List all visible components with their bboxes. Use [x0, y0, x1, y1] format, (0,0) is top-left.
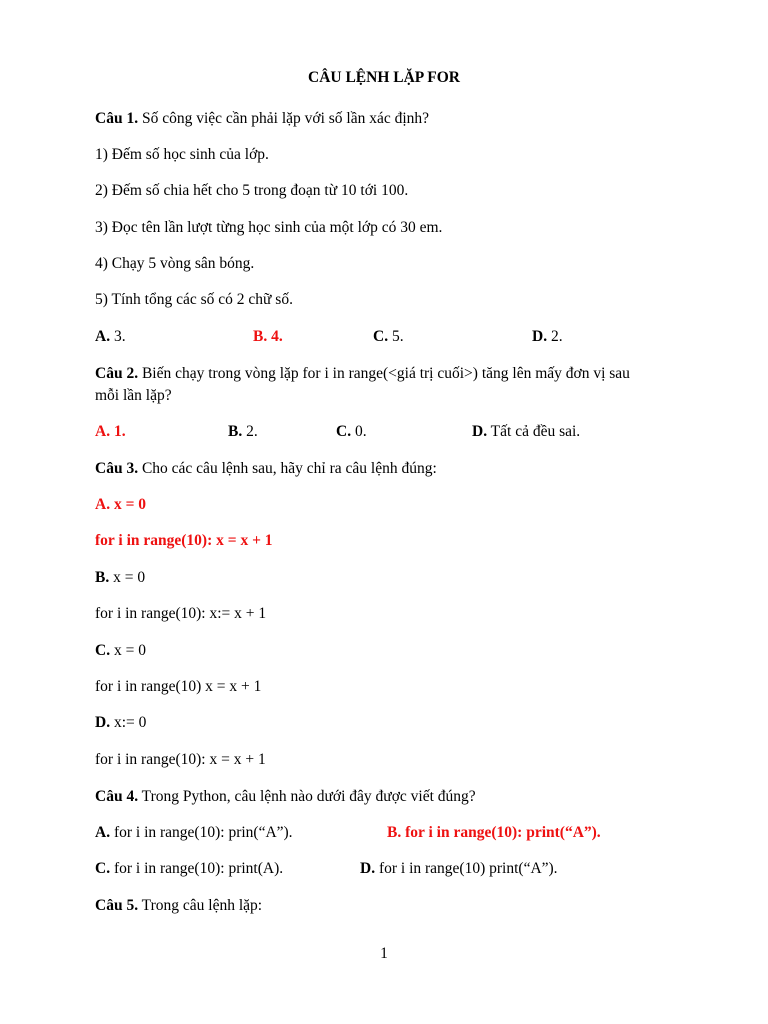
question-1: [95, 109, 429, 129]
question-3-option-b-line-1: [95, 568, 145, 588]
question-3-option-c-line-2: for i in range(10) x = x + 1: [95, 678, 262, 695]
option-letter: C.: [373, 328, 389, 345]
option-letter-correct: A. 1.: [95, 423, 126, 440]
question-2-text: Biến chạy trong vòng lặp for i in range(<giá trị cuối>) tăng lên mấy đơn vị sau: [138, 365, 630, 382]
question-1-option-d: [532, 327, 563, 347]
page-number: 1: [380, 945, 388, 962]
option-text: Tất cả đều sai.: [487, 423, 581, 440]
question-4-option-a: [95, 823, 293, 843]
question-5: [95, 896, 262, 916]
question-4-label: Câu 4.: [95, 788, 139, 805]
option-letter-correct: B. 4.: [253, 328, 283, 345]
question-1-label: Câu 1.: [95, 110, 139, 127]
question-3-option-a-line-1: A. x = 0: [95, 496, 147, 513]
question-3-option-c-line-1: [95, 641, 146, 661]
option-letter: B.: [95, 569, 110, 586]
question-1-item-4: 4) Chạy 5 vòng sân bóng.: [95, 255, 255, 272]
option-letter: A.: [95, 328, 111, 345]
option-text: x = 0: [110, 642, 146, 659]
option-text: 0.: [351, 423, 367, 440]
question-2: [95, 364, 630, 384]
option-text: for i in range(10): prin(“A”).: [110, 824, 293, 841]
question-1-option-b: [253, 327, 283, 347]
option-text: for i in range(10): print(A).: [110, 860, 284, 877]
option-letter: D.: [472, 423, 488, 440]
option-text: 2.: [242, 423, 258, 440]
question-4-option-b-correct: B. for i in range(10): print(“A”).: [387, 824, 601, 841]
option-letter: D.: [95, 714, 111, 731]
question-3-option-a-line-2: for i in range(10): x = x + 1: [95, 532, 273, 549]
option-letter: C.: [95, 642, 111, 659]
option-text: 2.: [547, 328, 563, 345]
option-text: 5.: [388, 328, 404, 345]
option-text: x = 0: [109, 569, 146, 586]
question-2-text-line-2: mỗi lần lặp?: [95, 387, 172, 404]
question-4-option-c: [95, 859, 283, 879]
question-1-item-1: 1) Đếm số học sinh của lớp.: [95, 146, 269, 163]
option-letter: C.: [336, 423, 352, 440]
option-letter: D.: [532, 328, 548, 345]
question-4-option-d: [360, 859, 558, 879]
page-title: CÂU LỆNH LẶP FOR: [308, 69, 460, 86]
question-1-option-c: [373, 327, 404, 347]
question-3-option-d-line-1: [95, 713, 146, 733]
question-1-option-a: [95, 327, 126, 347]
question-4-text: Trong Python, câu lệnh nào dưới đây được viết đúng?: [138, 788, 476, 805]
question-1-text: Số công việc cần phải lặp với số lần xác định?: [138, 110, 430, 127]
option-letter: C.: [95, 860, 111, 877]
question-2-option-c: [336, 422, 367, 442]
question-2-option-d: [472, 422, 580, 442]
option-text: for i in range(10) print(“A”).: [375, 860, 558, 877]
option-letter: A.: [95, 824, 111, 841]
question-5-label: Câu 5.: [95, 897, 139, 914]
option-text: x:= 0: [110, 714, 147, 731]
question-3-option-b-line-2: for i in range(10): x:= x + 1: [95, 605, 267, 622]
question-2-option-b: [228, 422, 258, 442]
question-3-label: Câu 3.: [95, 460, 139, 477]
option-text: 3.: [110, 328, 126, 345]
question-3-option-d-line-2: for i in range(10): x = x + 1: [95, 751, 266, 768]
question-5-text: Trong câu lệnh lặp:: [138, 897, 263, 914]
question-1-item-2: 2) Đếm số chia hết cho 5 trong đoạn từ 10 tới 100.: [95, 182, 409, 199]
question-1-item-5: 5) Tính tổng các số có 2 chữ số.: [95, 291, 293, 308]
option-letter: B.: [228, 423, 243, 440]
question-2-option-a: [95, 422, 126, 442]
question-1-item-3: 3) Đọc tên lần lượt từng học sinh của một lớp có 30 em.: [95, 219, 443, 236]
question-3-text: Cho các câu lệnh sau, hãy chỉ ra câu lệnh đúng:: [138, 460, 437, 477]
question-2-label: Câu 2.: [95, 365, 139, 382]
question-3: [95, 459, 437, 479]
question-4: [95, 787, 476, 807]
option-letter: D.: [360, 860, 376, 877]
